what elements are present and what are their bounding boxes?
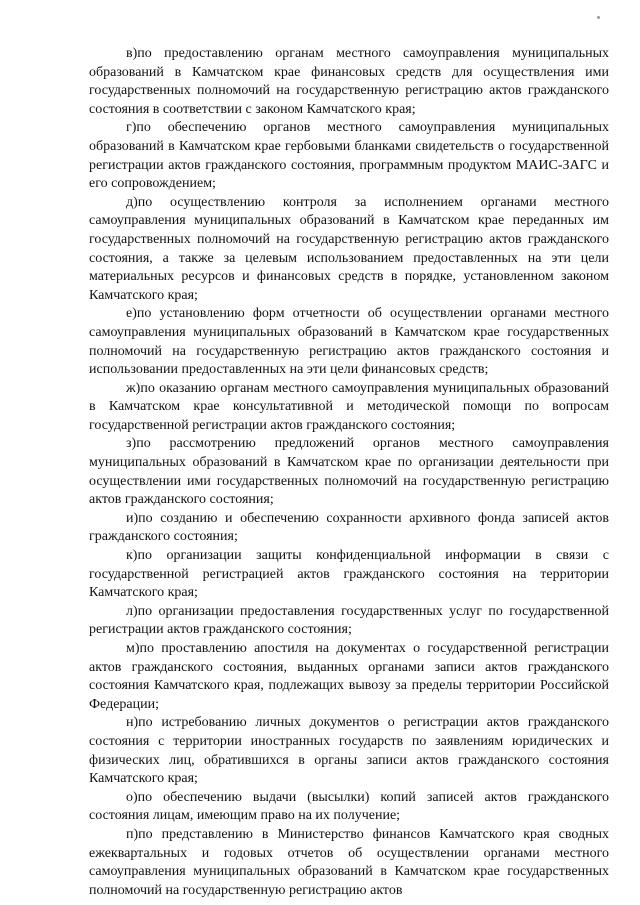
item-letter: е) (126, 306, 137, 322)
item-letter: л) (126, 603, 138, 619)
list-item (89, 640, 609, 714)
item-text: по созданию и обеспечению сохранности архивного фонда записей актов гражданского состояния; (89, 510, 609, 545)
list-item (89, 119, 609, 193)
item-text: по предоставлению органам местного самоуправления муниципальных образований в Камчатском крае финансовых средств для осуществления ими государственных полномочий на государственную регистрацию актов гражданского состояния в соответствии с законом Камчатского края; (89, 46, 609, 117)
item-text: по организации предоставления государственных услуг по государственной регистрации актов гражданского состояния; (89, 603, 609, 638)
item-letter: ж) (126, 380, 141, 396)
list-item (89, 194, 609, 306)
item-letter: з) (126, 436, 137, 452)
item-letter: м) (126, 641, 140, 656)
item-text: по представлению в Министерство финансов Камчатского края сводных ежеквартальных и годовых отчетов об осуществлении органами местного самоуправления муниципальных образований в Камчатском крае государственных полномочий на государственную регистрацию актов (89, 826, 609, 898)
item-text: по обеспечению органов местного самоуправления муниципальных образований в Камчатском крае гербовыми бланками свидетельств о государственной регистрации актов гражданского состояния, программным продуктом МАИС-ЗАГС и его сопровождением; (89, 120, 609, 192)
scan-speck (597, 16, 600, 19)
item-text: по осуществлению контроля за исполнением органами местного самоуправления муниципальных образований в Камчатском крае переданных им государственных полномочий на государственную регистрацию актов гражданского состояния, а также за целевым использованием предоставленных на эти цели материальных ресурсов и финансовых средств в порядке, установленном законом Камчатского края; (89, 194, 609, 303)
item-letter: в) (126, 46, 138, 61)
item-letter: г) (126, 120, 137, 136)
list-item (89, 826, 609, 900)
item-text: по организации защиты конфиденциальной информации в связи с государственной регистрацией актов гражданского состояния на территории Камчатского края; (89, 548, 609, 601)
list-item (89, 305, 609, 379)
list-item (89, 380, 609, 436)
item-text: по обеспечению выдачи (высылки) копий записей актов гражданского состояния лицам, имеющим право на их получение; (89, 789, 609, 824)
item-letter: п) (126, 826, 139, 842)
item-letter: и) (126, 510, 139, 526)
item-text: по рассмотрению предложений органов местного самоуправления муниципальных образований в Камчатском крае по организации деятельности при осуществлении ими государственных полномочий на государственную регистрацию актов гражданского состояния; (89, 436, 609, 508)
item-letter: о) (126, 789, 138, 805)
list-item (89, 714, 609, 788)
list-item (89, 789, 609, 826)
list-item (89, 435, 609, 509)
list-item (89, 547, 609, 603)
item-text: по оказанию органам местного самоуправления муниципальных образований в Камчатском крае консультативной и методической помощи по вопросам государственной регистрации актов гражданского состояния; (89, 380, 609, 433)
item-text: по установлению форм отчетности об осуществлении органами местного самоуправления муниципальных образований в Камчатском крае государственных полномочий на государственную регистрацию актов гражданского состояния и использовании предоставленных на эти цели финансовых средств; (89, 306, 609, 378)
item-text: по проставлению апостиля на документах о государственной регистрации актов гражданского состояния, выданных органами записи актов гражданского состояния Камчатского края, подлежащих вывозу за пределы территории Российской Федерации; (89, 641, 609, 712)
item-letter: к) (126, 548, 138, 564)
list-item (89, 45, 609, 119)
list-item (89, 510, 609, 547)
item-letter: д) (126, 194, 138, 210)
item-text: по истребованию личных документов о регистрации актов гражданского состояния с территории иностранных государств по заявлениям юридических и физических лиц, обратившихся в органы записи актов гражданского состояния Камчатского края; (89, 715, 609, 787)
item-letter: н) (126, 715, 139, 731)
list-item (89, 603, 609, 640)
document-body (89, 45, 609, 900)
